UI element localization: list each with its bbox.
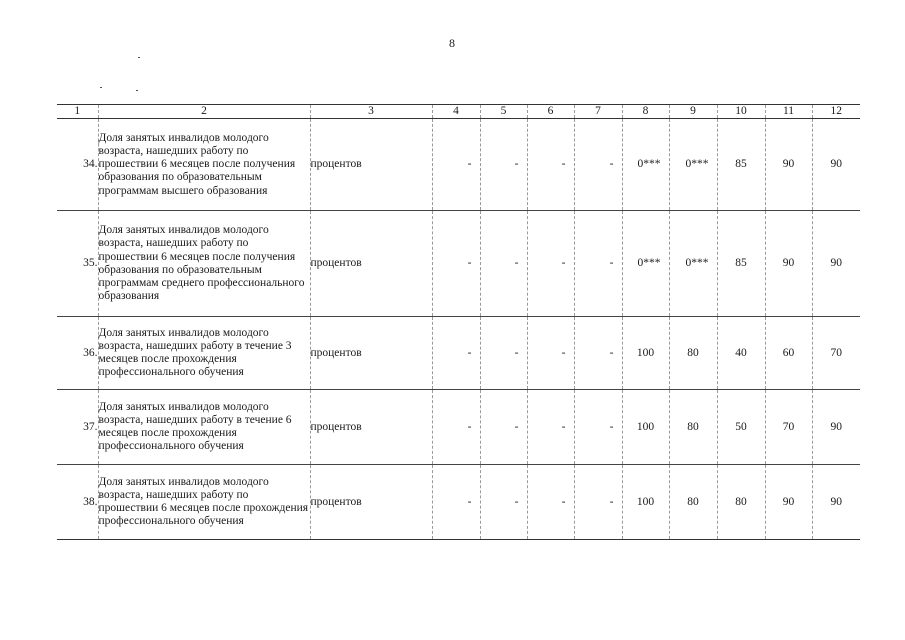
value-cell: 40 (717, 317, 765, 390)
column-number: 4 (432, 105, 480, 119)
value-cell: - (574, 119, 622, 211)
value-cell: - (527, 119, 574, 211)
scan-speck (138, 57, 140, 58)
row-number: 35. (83, 257, 98, 270)
unit-cell: процентов (310, 211, 432, 317)
value-cell: 0*** (622, 119, 669, 211)
value-cell: - (480, 390, 527, 465)
column-number: 1 (57, 105, 98, 119)
value-cell: 0*** (622, 211, 669, 317)
column-number: 3 (310, 105, 432, 119)
page-number: 8 (449, 36, 455, 50)
value-cell: - (480, 465, 527, 540)
value-cell: 100 (622, 390, 669, 465)
value-cell: - (574, 465, 622, 540)
value-cell: 80 (669, 465, 717, 540)
unit-cell: процентов (310, 465, 432, 540)
value-cell: 100 (622, 317, 669, 390)
value-cell: - (574, 317, 622, 390)
row-number: 36. (83, 346, 98, 359)
table-row (57, 465, 860, 540)
value-cell: 80 (717, 465, 765, 540)
value-cell: 50 (717, 390, 765, 465)
indicator-name: Доля занятых инвалидов молодого возраста, нашедших работу в течение 3 месяцев после прохождения профессионального обучения (98, 317, 310, 390)
scan-speck (136, 90, 138, 91)
row-number: 38. (83, 495, 98, 508)
column-number: 7 (574, 105, 622, 119)
value-cell: 90 (812, 119, 860, 211)
table-row (57, 119, 860, 211)
value-cell: 90 (765, 465, 812, 540)
value-cell: 70 (765, 390, 812, 465)
value-cell: 90 (812, 390, 860, 465)
value-cell: - (574, 211, 622, 317)
value-cell: 90 (812, 465, 860, 540)
value-cell: - (480, 317, 527, 390)
table-row (57, 211, 860, 317)
row-number: 34. (83, 158, 98, 171)
value-cell: 90 (765, 211, 812, 317)
value-cell: - (432, 119, 480, 211)
value-cell: - (527, 317, 574, 390)
value-cell: 100 (622, 465, 669, 540)
value-cell: - (432, 317, 480, 390)
row-number: 37. (83, 420, 98, 433)
value-cell: 0*** (669, 211, 717, 317)
value-cell: - (527, 390, 574, 465)
column-number: 2 (98, 105, 310, 119)
unit-cell: процентов (310, 119, 432, 211)
value-cell: - (432, 390, 480, 465)
value-cell: - (480, 119, 527, 211)
value-cell: 80 (669, 317, 717, 390)
column-number: 12 (812, 105, 860, 119)
value-cell: 70 (812, 317, 860, 390)
unit-cell: процентов (310, 317, 432, 390)
column-number: 8 (622, 105, 669, 119)
value-cell: 85 (717, 211, 765, 317)
column-number: 6 (527, 105, 574, 119)
value-cell: - (527, 211, 574, 317)
column-number-row (57, 105, 860, 119)
indicator-name: Доля занятых инвалидов молодого возраста, нашедших работу в течение 6 месяцев после прохождения профессионального обучения (98, 390, 310, 465)
column-number: 9 (669, 105, 717, 119)
column-number: 5 (480, 105, 527, 119)
scan-speck (100, 87, 102, 88)
column-number: 11 (765, 105, 812, 119)
value-cell: 60 (765, 317, 812, 390)
column-number: 10 (717, 105, 765, 119)
table-row (57, 317, 860, 390)
value-cell: - (574, 390, 622, 465)
indicator-name: Доля занятых инвалидов молодого возраста, нашедших работу по прошествии 6 месяцев после получения образования по образовательным программам среднего профессионального образования (98, 211, 310, 317)
value-cell: - (432, 465, 480, 540)
value-cell: 90 (765, 119, 812, 211)
value-cell: 90 (812, 211, 860, 317)
indicator-name: Доля занятых инвалидов молодого возраста, нашедших работу по прошествии 6 месяцев после прохождения профессионального обучения (98, 465, 310, 540)
indicator-name: Доля занятых инвалидов молодого возраста, нашедших работу по прошествии 6 месяцев после получения образования по образовательным программам высшего образования (98, 119, 310, 211)
value-cell: 80 (669, 390, 717, 465)
value-cell: 85 (717, 119, 765, 211)
value-cell: - (527, 465, 574, 540)
unit-cell: процентов (310, 390, 432, 465)
table-row (57, 390, 860, 465)
indicators-table (57, 104, 860, 540)
value-cell: - (432, 211, 480, 317)
value-cell: - (480, 211, 527, 317)
value-cell: 0*** (669, 119, 717, 211)
